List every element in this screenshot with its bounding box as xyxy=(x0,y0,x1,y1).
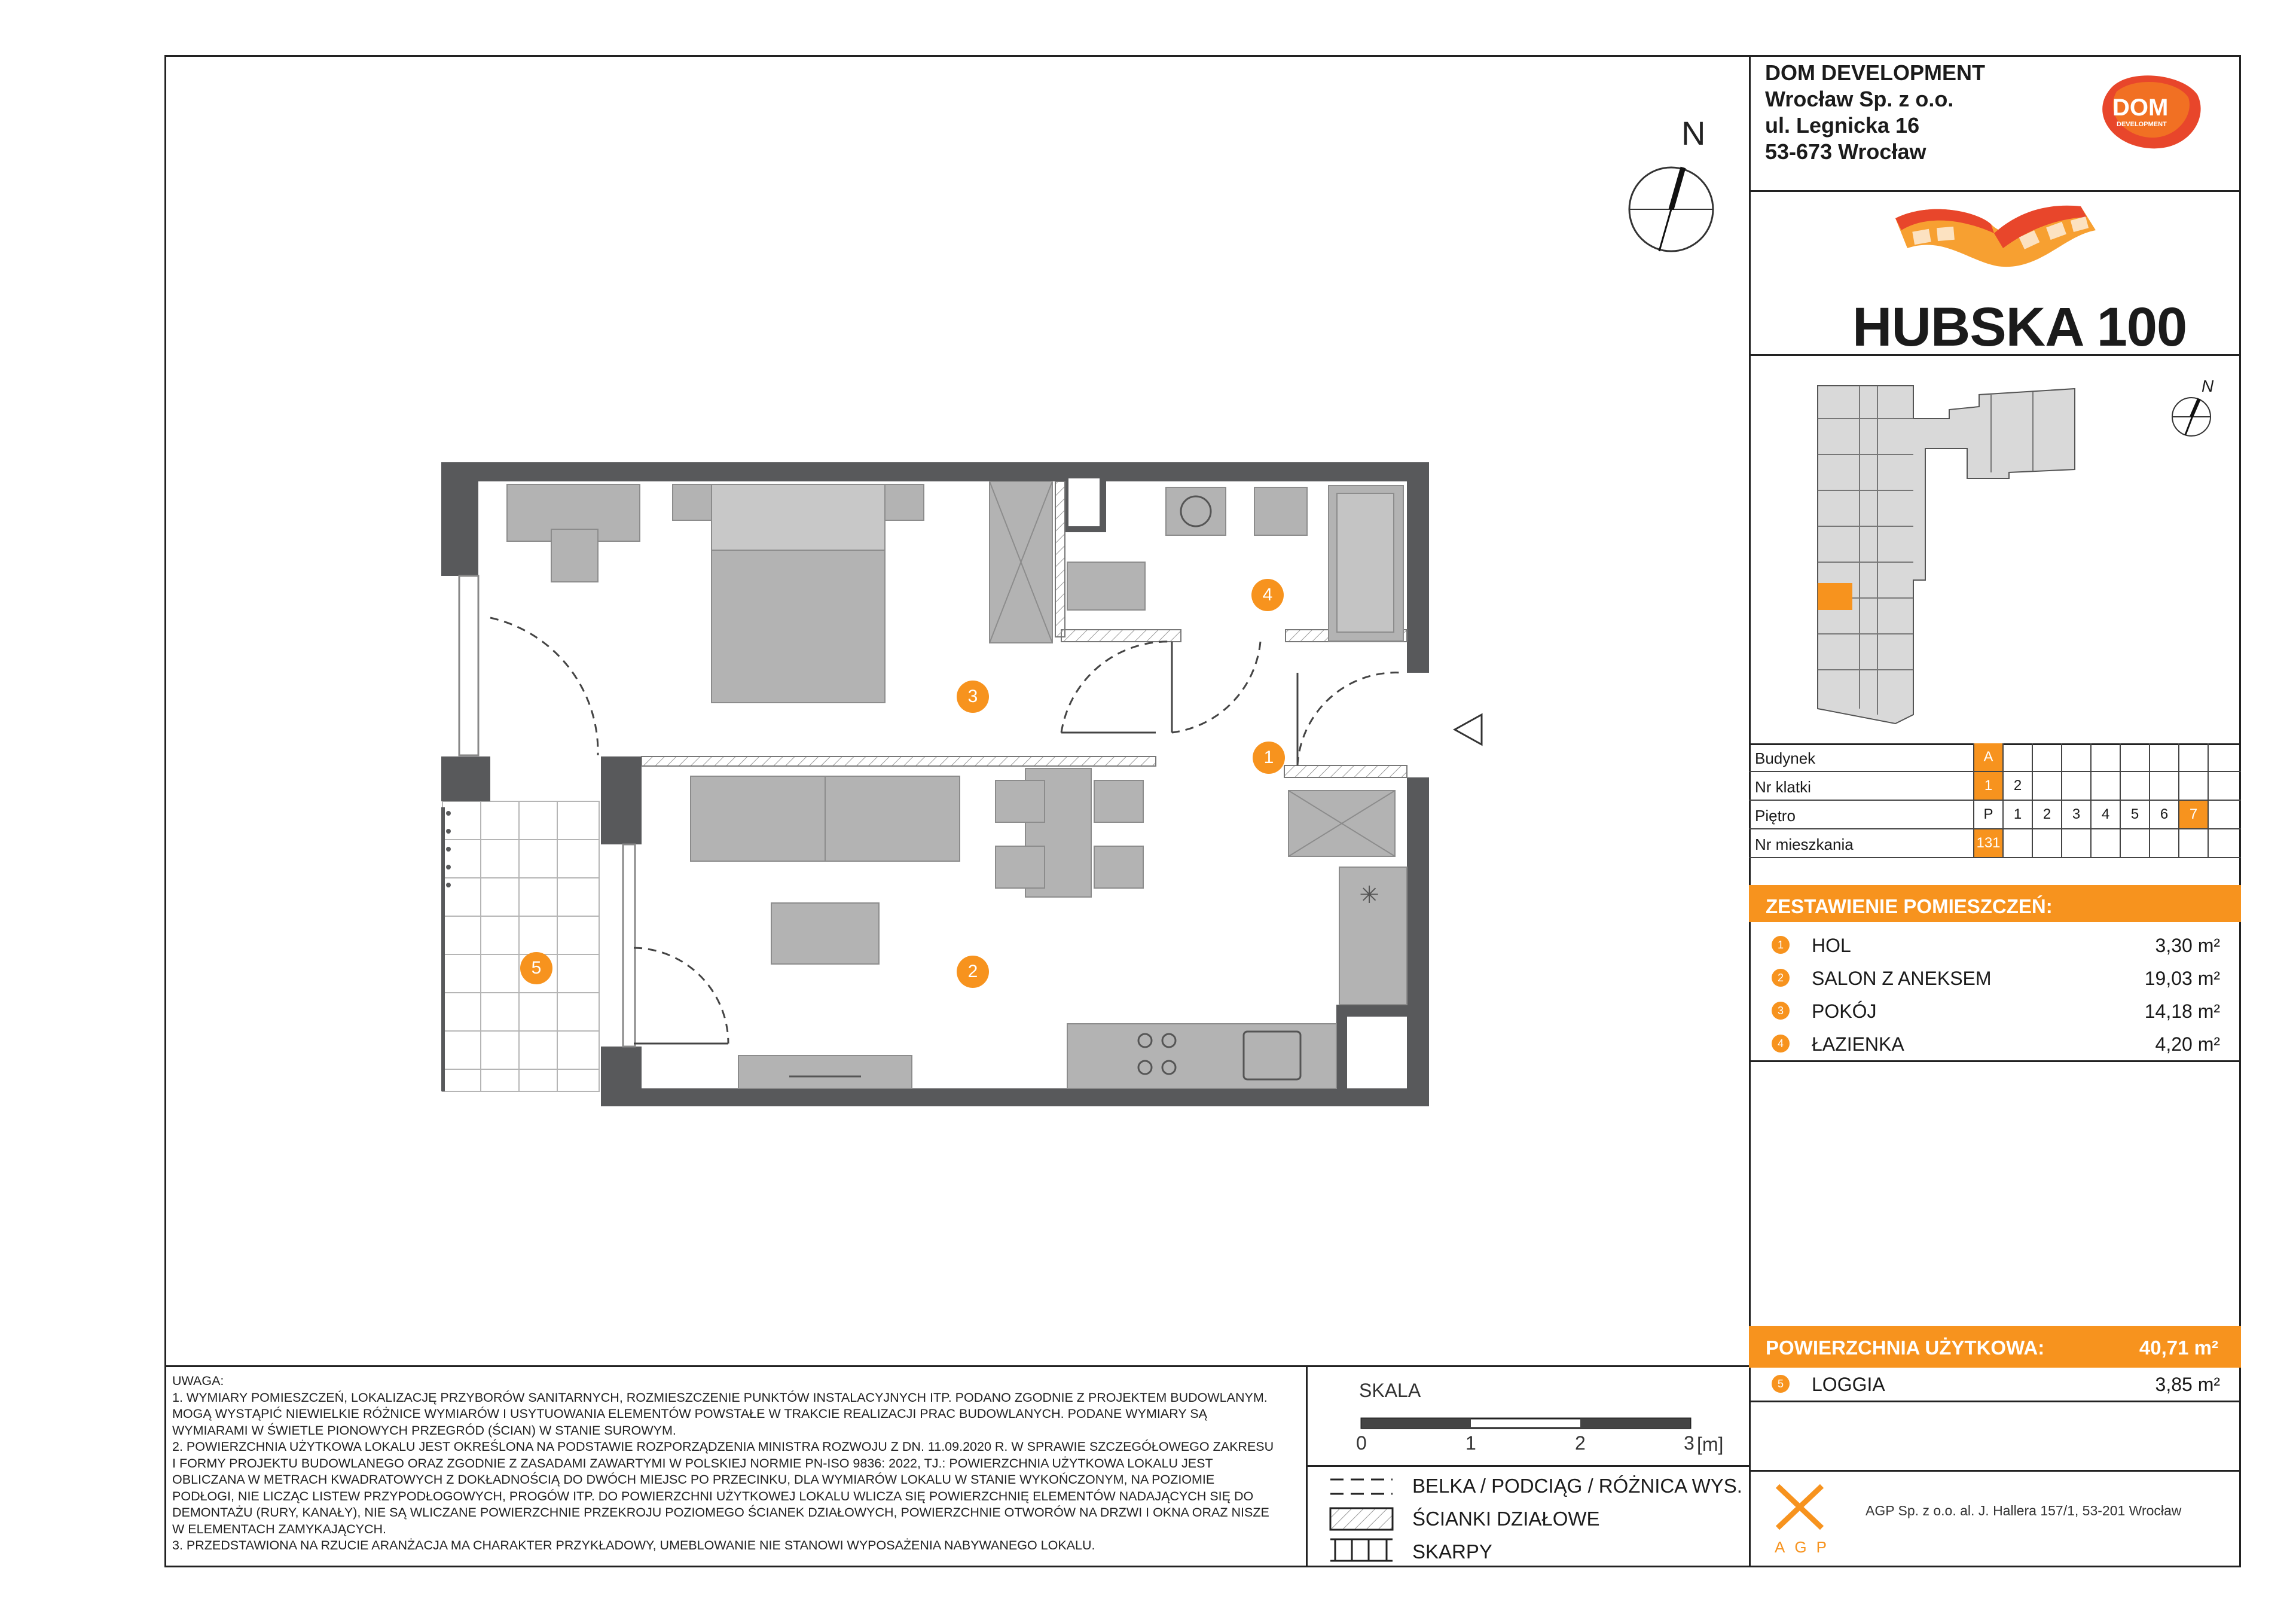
note-line: 2. POWIERZCHNIA UŻYTKOWA LOKALU JEST OKREŚLONA NA PODSTAWIE ROZPORZĄDZENIA MINISTRA ROZWOJU Z DN. 11.09.2020 R. W SPRAWIE SZCZEGÓŁOWEGO ZAKRESU xyxy=(172,1439,1274,1454)
loggia-railing xyxy=(441,807,451,1091)
room-row-lazienka: 4 ŁAZIENKA 4,20 m² xyxy=(1749,1027,2241,1060)
agp-logo-text: AGP xyxy=(1775,1538,1836,1556)
mini-compass-label: N xyxy=(2202,377,2214,395)
hatched-box-icon xyxy=(1329,1507,1395,1532)
room-row-salon: 2 SALON Z ANEKSEM 19,03 m² xyxy=(1749,962,2241,994)
scale-unit: [m] xyxy=(1697,1433,1724,1455)
film-strip-illustration xyxy=(1889,200,2105,290)
key-plan xyxy=(1812,383,2081,730)
company-legal-line: Wrocław Sp. z o.o. xyxy=(1765,87,1954,111)
plan-marker-salon: 2 xyxy=(957,956,989,988)
notes-title: UWAGA: xyxy=(172,1374,224,1388)
plan-marker-lazienka: 4 xyxy=(1251,579,1284,611)
compass-north-label: N xyxy=(1681,114,1706,152)
dom-development-logo: DOM DEVELOPMENT xyxy=(2093,71,2203,154)
note-line: WYMIARAMI W ŚWIETLE PIONOWYCH PRZEGRÓD (ŚCIAN) W STANIE SUROWYM. xyxy=(172,1423,676,1438)
info-row-staircase: Nr klatki 1 2 xyxy=(1749,772,2241,801)
svg-text:✳: ✳ xyxy=(1359,881,1379,909)
scale-bar xyxy=(1360,1417,1695,1432)
legend-reveal-label: SKARPY xyxy=(1412,1540,1492,1563)
info-row-building: Budynek A xyxy=(1749,743,2241,772)
note-line: PODŁOGI, NIE LICZĄC LISTEW PRZYPODŁOGOWYCH, PROGÓW ITP. DO POWIERZCHNI UŻYTKOWEJ LOKALU WLICZA SIĘ POWIERZCHNIĘ ELEMENTÓW NADAJĄCYCH SIĘ DO xyxy=(172,1488,1254,1503)
furniture xyxy=(507,481,1407,1088)
note-line: 1. WYMIARY POMIESZCZEŃ, LOKALIZACJĘ PRZYBORÓW SANITARNYCH, ROZMIESZCZENIE PUNKTÓW INSTALACYJNYCH ITP. PODANO ZGODNIE Z PROJEKTEM BUDOWLANYM. xyxy=(172,1390,1268,1405)
note-line: W ELEMENTACH ZAMYKAJĄCYCH. xyxy=(172,1521,386,1536)
plan-marker-hol: 1 xyxy=(1253,742,1285,774)
company-name-line: DOM DEVELOPMENT xyxy=(1765,60,1986,85)
legend-beam-label: BELKA / PODCIĄG / RÓŻNICA WYS. xyxy=(1412,1475,1742,1497)
agp-logo-icon xyxy=(1773,1483,1827,1531)
company-street-line: ul. Legnicka 16 xyxy=(1765,113,1920,138)
mini-compass-icon xyxy=(2170,392,2218,440)
room-row-loggia: 5 LOGGIA 3,85 m² xyxy=(1749,1368,2241,1401)
rooms-heading: ZESTAWIENIE POMIESZCZEŃ: xyxy=(1749,885,2241,922)
company-city-line: 53-673 Wrocław xyxy=(1765,139,1926,164)
room-row-pokoj: 3 POKÓJ 14,18 m² xyxy=(1749,994,2241,1027)
note-line: MOGĄ WYSTĄPIĆ NIEWIELKIE RÓŻNICE WYMIARÓW I USYTUOWANIA ELEMENTÓW POWSTAŁE W TRAKCIE REALIZACJI PRAC BUDOWLANYCH. PODANE WYMIARY SĄ xyxy=(172,1407,1207,1421)
scale-tick-0: 0 xyxy=(1356,1432,1367,1454)
legend-partition-label: ŚCIANKI DZIAŁOWE xyxy=(1412,1508,1600,1530)
note-line: 3. PRZEDSTAWIONA NA RZUCIE ARANŻACJA MA CHARAKTER PRZYKŁADOWY, UMEBLOWANIE NIE STANOWI WYPOSAŻENIA NABYWANEGO LOKALU. xyxy=(172,1538,1095,1552)
info-row-unit: Nr mieszkania 131 xyxy=(1749,829,2241,858)
loggia-floor xyxy=(442,801,599,1091)
reveal-icon xyxy=(1329,1537,1395,1563)
scale-tick-3: 3 xyxy=(1684,1432,1694,1454)
plan-marker-pokoj: 3 xyxy=(957,681,989,713)
note-line: OBLICZANA W METRACH KWADRATOWYCH Z DOKŁADNOŚCIĄ DO DWÓCH MIEJSC PO PRZECINKU, DLA WYMIARÓW LOKALU W STANIE WYKOŃCZONYM, NA POZIOMIE xyxy=(172,1472,1215,1487)
compass-icon xyxy=(1626,164,1716,254)
notes xyxy=(172,1373,1296,1554)
entrance-arrow-icon xyxy=(1455,715,1482,745)
note-line: I FORMY PROJEKTU BUDOWLANEGO ORAZ ZGODNIE Z ZASADAMI ZAWARTYMI W POLSKIEJ NORMIE PN-ISO 9836: 2022, TJ.: POWIERZCHNIA UŻYTKOWA LOKALU JEST xyxy=(172,1456,1213,1471)
usable-area-bar: POWIERZCHNIA UŻYTKOWA: 40,71 m² xyxy=(1749,1326,2241,1368)
plan-marker-loggia: 5 xyxy=(520,952,552,984)
info-row-floor: Piętro P 1 2 3 4 5 6 7 xyxy=(1749,801,2241,829)
dashed-lines-icon xyxy=(1329,1476,1395,1500)
room-row-hol: 1 HOL 3,30 m² xyxy=(1749,929,2241,962)
scale-tick-1: 1 xyxy=(1465,1432,1476,1454)
architect-address: AGP Sp. z o.o. al. J. Hallera 157/1, 53-201 Wrocław xyxy=(1866,1503,2182,1518)
project-name: HUBSKA 100 xyxy=(1852,297,2187,358)
scale-title: SKALA xyxy=(1359,1380,1421,1401)
company-address xyxy=(1765,60,1985,165)
note-line: DEMONTAŻU (RURY, KANAŁY), NIE SĄ WLICZANE POWIERZCHNIE PRZEKROJU POZIOMEGO ŚCIANEK DZIAŁOWYCH, POWIERZCHNIE OTWORÓW NA DRZWI I OKNA ORAZ NISZE xyxy=(172,1505,1269,1520)
scale-tick-2: 2 xyxy=(1575,1432,1586,1454)
